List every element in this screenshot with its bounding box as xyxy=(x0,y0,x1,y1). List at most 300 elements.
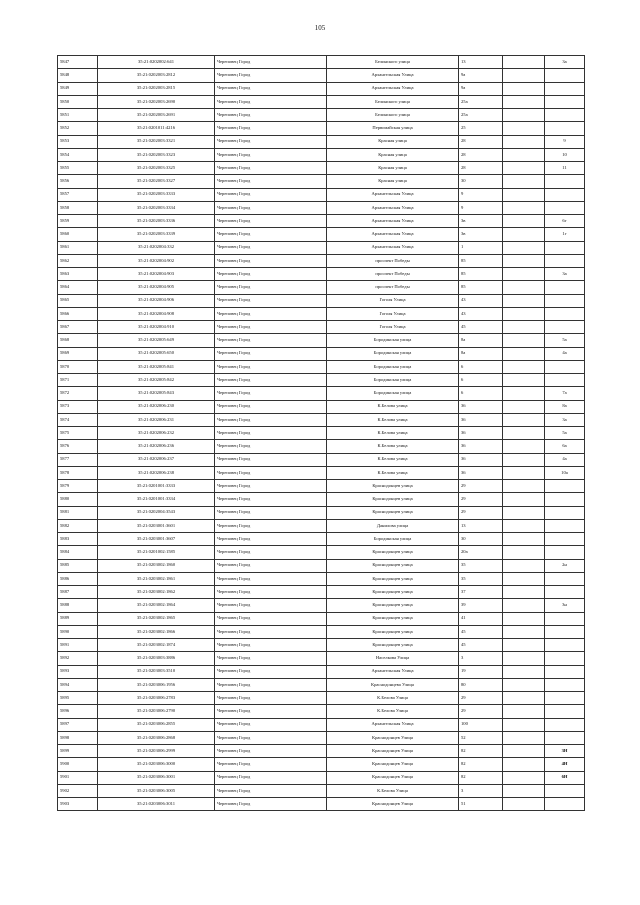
table-row xyxy=(58,745,585,758)
table-row xyxy=(58,586,585,599)
apartment-cell: 6г xyxy=(545,215,585,228)
empty-cell xyxy=(503,440,545,453)
street-cell: Красная улица xyxy=(327,162,459,175)
apartment-cell xyxy=(545,572,585,585)
empty-cell xyxy=(503,453,545,466)
table-row xyxy=(58,440,585,453)
city-cell: Череповец Город xyxy=(215,546,327,559)
row-number-cell: 5855 xyxy=(58,162,98,175)
street-cell: Краснодонцев улица xyxy=(327,480,459,493)
apartment-cell: 3а xyxy=(545,413,585,426)
table-row xyxy=(58,188,585,201)
empty-cell xyxy=(503,639,545,652)
city-cell: Череповец Город xyxy=(215,228,327,241)
apartment-cell: 5а xyxy=(545,334,585,347)
empty-cell xyxy=(503,533,545,546)
cadastral-number-cell: 35:21:0202004:332 xyxy=(98,241,215,254)
street-cell: Краснодонцев улица xyxy=(327,625,459,638)
cadastral-number-cell: 35:21:0203006:2855 xyxy=(98,718,215,731)
cadastral-number-cell: 35:21:0202003:2690 xyxy=(98,95,215,108)
row-number-cell: 5887 xyxy=(58,586,98,599)
cadastral-number-cell: 35:21:0203006:2868 xyxy=(98,731,215,744)
city-cell: Череповец Город xyxy=(215,135,327,148)
city-cell: Череповец Город xyxy=(215,798,327,811)
row-number-cell: 5858 xyxy=(58,201,98,214)
table-row xyxy=(58,268,585,281)
row-number-cell: 5881 xyxy=(58,506,98,519)
row-number-cell: 5859 xyxy=(58,215,98,228)
city-cell: Череповец Город xyxy=(215,413,327,426)
house-number-cell: 3 xyxy=(459,784,503,797)
street-cell: Краснодонцев улица xyxy=(327,599,459,612)
cadastral-number-cell: 35:21:0201001:3333 xyxy=(98,480,215,493)
apartment-cell: 11 xyxy=(545,162,585,175)
empty-cell xyxy=(503,294,545,307)
row-number-cell: 5848 xyxy=(58,69,98,82)
table-row xyxy=(58,506,585,519)
apartment-cell xyxy=(545,254,585,267)
city-cell: Череповец Город xyxy=(215,268,327,281)
city-cell: Череповец Город xyxy=(215,480,327,493)
apartment-cell: 10 xyxy=(545,148,585,161)
apartment-cell xyxy=(545,519,585,532)
row-number-cell: 5875 xyxy=(58,427,98,440)
house-number-cell: 9а xyxy=(459,82,503,95)
table-row xyxy=(58,572,585,585)
row-number-cell: 5898 xyxy=(58,731,98,744)
street-cell: проспект Победы xyxy=(327,254,459,267)
city-cell: Череповец Город xyxy=(215,665,327,678)
empty-cell xyxy=(503,731,545,744)
empty-cell xyxy=(503,135,545,148)
house-number-cell: 45 xyxy=(459,321,503,334)
house-number-cell: 25а xyxy=(459,95,503,108)
apartment-cell xyxy=(545,321,585,334)
row-number-cell: 5865 xyxy=(58,294,98,307)
row-number-cell: 5880 xyxy=(58,493,98,506)
street-cell: Красная улица xyxy=(327,135,459,148)
street-cell: Красная улица xyxy=(327,148,459,161)
row-number-cell: 5851 xyxy=(58,109,98,122)
apartment-cell: 4а xyxy=(545,347,585,360)
row-number-cell: 5853 xyxy=(58,135,98,148)
empty-cell xyxy=(503,122,545,135)
table-row xyxy=(58,678,585,691)
row-number-cell: 5893 xyxy=(58,665,98,678)
table-row xyxy=(58,56,585,69)
city-cell: Череповец Город xyxy=(215,771,327,784)
apartment-cell: 8а xyxy=(545,400,585,413)
house-number-cell: 29 xyxy=(459,480,503,493)
empty-cell xyxy=(503,798,545,811)
apartment-cell: 3а xyxy=(545,268,585,281)
street-cell: Краснодонцев Улица xyxy=(327,731,459,744)
street-cell: Краснодонцев улица xyxy=(327,546,459,559)
city-cell: Череповец Город xyxy=(215,307,327,320)
street-cell: Данилова улица xyxy=(327,519,459,532)
row-number-cell: 5870 xyxy=(58,360,98,373)
apartment-cell: 5а xyxy=(545,427,585,440)
table-row xyxy=(58,360,585,373)
empty-cell xyxy=(503,758,545,771)
cadastral-number-cell: 35:21:0202003:3327 xyxy=(98,175,215,188)
empty-cell xyxy=(503,493,545,506)
street-cell: Краснодонцев улица xyxy=(327,559,459,572)
street-cell: Гоголя Улица xyxy=(327,307,459,320)
row-number-cell: 5863 xyxy=(58,268,98,281)
street-cell: Бородинская улица xyxy=(327,334,459,347)
house-number-cell: 85 xyxy=(459,268,503,281)
house-number-cell: 82 xyxy=(459,771,503,784)
table-row xyxy=(58,69,585,82)
city-cell: Череповец Город xyxy=(215,109,327,122)
row-number-cell: 5864 xyxy=(58,281,98,294)
empty-cell xyxy=(503,387,545,400)
row-number-cell: 5847 xyxy=(58,56,98,69)
table-row xyxy=(58,519,585,532)
street-cell: Белинского улица xyxy=(327,95,459,108)
apartment-cell xyxy=(545,533,585,546)
empty-cell xyxy=(503,612,545,625)
empty-cell xyxy=(503,228,545,241)
cadastral-number-cell: 35:21:0202006:237 xyxy=(98,453,215,466)
empty-cell xyxy=(503,268,545,281)
apartment-cell: 3Н xyxy=(545,745,585,758)
empty-cell xyxy=(503,321,545,334)
city-cell: Череповец Город xyxy=(215,148,327,161)
house-number-cell: 37 xyxy=(459,586,503,599)
apartment-cell: 10а xyxy=(545,466,585,479)
city-cell: Череповец Город xyxy=(215,652,327,665)
apartment-cell: 7а xyxy=(545,387,585,400)
city-cell: Череповец Город xyxy=(215,506,327,519)
table-row xyxy=(58,692,585,705)
house-number-cell: 25а xyxy=(459,109,503,122)
row-number-cell: 5900 xyxy=(58,758,98,771)
house-number-cell: 43 xyxy=(459,307,503,320)
house-number-cell: 6 xyxy=(459,387,503,400)
city-cell: Череповец Город xyxy=(215,758,327,771)
city-cell: Череповец Город xyxy=(215,241,327,254)
table-row xyxy=(58,599,585,612)
street-cell: Краснодонцев Улица xyxy=(327,745,459,758)
empty-cell xyxy=(503,307,545,320)
row-number-cell: 5883 xyxy=(58,533,98,546)
cadastral-number-cell: 35:21:0202003:2691 xyxy=(98,109,215,122)
city-cell: Череповец Город xyxy=(215,188,327,201)
empty-cell xyxy=(503,480,545,493)
house-number-cell: 52 xyxy=(459,731,503,744)
street-cell: Бородинская улица xyxy=(327,533,459,546)
cadastral-number-cell: 35:21:0202004:905 xyxy=(98,281,215,294)
city-cell: Череповец Город xyxy=(215,559,327,572)
cadastral-number-cell: 35:21:0203002:1862 xyxy=(98,586,215,599)
house-number-cell: 6 xyxy=(459,360,503,373)
apartment-cell xyxy=(545,493,585,506)
empty-cell xyxy=(503,466,545,479)
apartment-cell xyxy=(545,188,585,201)
street-cell: К.Белова Улица xyxy=(327,705,459,718)
cadastral-number-cell: 35:21:0202003:3325 xyxy=(98,162,215,175)
apartment-cell: 6а xyxy=(545,440,585,453)
house-number-cell: 85 xyxy=(459,254,503,267)
row-number-cell: 5886 xyxy=(58,572,98,585)
cadastral-number-cell: 35:21:0202006:230 xyxy=(98,400,215,413)
street-cell: Архангельская Улица xyxy=(327,201,459,214)
row-number-cell: 5892 xyxy=(58,652,98,665)
house-number-cell: 43 xyxy=(459,294,503,307)
street-cell: Краснодонцев улица xyxy=(327,506,459,519)
apartment-cell xyxy=(545,784,585,797)
house-number-cell: 85 xyxy=(459,281,503,294)
street-cell: Архангельская Улица xyxy=(327,241,459,254)
row-number-cell: 5871 xyxy=(58,374,98,387)
empty-cell xyxy=(503,175,545,188)
table-row xyxy=(58,493,585,506)
house-number-cell: 36 xyxy=(459,453,503,466)
street-cell: Краснодонцев улица xyxy=(327,612,459,625)
street-cell: проспект Победы xyxy=(327,268,459,281)
cadastral-number-cell: 35:21:0203002:1865 xyxy=(98,612,215,625)
cadastral-number-cell: 35:21:0201011:4216 xyxy=(98,122,215,135)
empty-cell xyxy=(503,586,545,599)
cadastral-number-cell: 35:21:0202006:232 xyxy=(98,427,215,440)
apartment-cell: 2н xyxy=(545,559,585,572)
apartment-cell xyxy=(545,374,585,387)
row-number-cell: 5897 xyxy=(58,718,98,731)
table-row xyxy=(58,665,585,678)
empty-cell xyxy=(503,625,545,638)
apartment-cell xyxy=(545,586,585,599)
city-cell: Череповец Город xyxy=(215,440,327,453)
house-number-cell: 25 xyxy=(459,122,503,135)
city-cell: Череповец Город xyxy=(215,533,327,546)
cadastral-number-cell: 35:21:0203002:1860 xyxy=(98,559,215,572)
house-number-cell: 13 xyxy=(459,56,503,69)
apartment-cell xyxy=(545,241,585,254)
house-number-cell: 100 xyxy=(459,718,503,731)
street-cell: К.Белова Улица xyxy=(327,692,459,705)
city-cell: Череповец Город xyxy=(215,625,327,638)
street-cell: Архангельская Улица xyxy=(327,665,459,678)
property-registry-table xyxy=(57,55,585,811)
row-number-cell: 5856 xyxy=(58,175,98,188)
street-cell: Краснодонцев улица xyxy=(327,572,459,585)
empty-cell xyxy=(503,347,545,360)
house-number-cell: 20а xyxy=(459,546,503,559)
row-number-cell: 5854 xyxy=(58,148,98,161)
street-cell: К.Белова улица xyxy=(327,413,459,426)
empty-cell xyxy=(503,56,545,69)
house-number-cell: 36 xyxy=(459,413,503,426)
row-number-cell: 5903 xyxy=(58,798,98,811)
city-cell: Череповец Город xyxy=(215,784,327,797)
house-number-cell: 28 xyxy=(459,162,503,175)
apartment-cell xyxy=(545,69,585,82)
cadastral-number-cell: 35:21:0202003:3333 xyxy=(98,188,215,201)
apartment-cell: 9 xyxy=(545,135,585,148)
cadastral-number-cell: 35:21:0203001:3607 xyxy=(98,533,215,546)
cadastral-number-cell: 35:21:0202003:2812 xyxy=(98,69,215,82)
row-number-cell: 5849 xyxy=(58,82,98,95)
row-number-cell: 5888 xyxy=(58,599,98,612)
empty-cell xyxy=(503,652,545,665)
empty-cell xyxy=(503,427,545,440)
cadastral-number-cell: 35:21:0202003:3339 xyxy=(98,228,215,241)
city-cell: Череповец Город xyxy=(215,718,327,731)
street-cell: Краснодонцев Улица xyxy=(327,798,459,811)
city-cell: Череповец Город xyxy=(215,692,327,705)
row-number-cell: 5879 xyxy=(58,480,98,493)
street-cell: К.Белова улица xyxy=(327,466,459,479)
cadastral-number-cell: 35:21:0203002:1866 xyxy=(98,625,215,638)
empty-cell xyxy=(503,215,545,228)
row-number-cell: 5857 xyxy=(58,188,98,201)
cadastral-number-cell: 35:21:0203003:3510 xyxy=(98,665,215,678)
street-cell: Гоголя Улица xyxy=(327,294,459,307)
empty-cell xyxy=(503,241,545,254)
table-row xyxy=(58,427,585,440)
house-number-cell: 82 xyxy=(459,745,503,758)
city-cell: Череповец Город xyxy=(215,374,327,387)
row-number-cell: 5901 xyxy=(58,771,98,784)
street-cell: Архангельская Улица xyxy=(327,215,459,228)
empty-cell xyxy=(503,705,545,718)
row-number-cell: 5872 xyxy=(58,387,98,400)
city-cell: Череповец Город xyxy=(215,82,327,95)
city-cell: Череповец Город xyxy=(215,321,327,334)
street-cell: К.Белова Улица xyxy=(327,784,459,797)
empty-cell xyxy=(503,109,545,122)
house-number-cell: 35 xyxy=(459,559,503,572)
house-number-cell: 8а xyxy=(459,347,503,360)
house-number-cell: 35 xyxy=(459,572,503,585)
street-cell: Архангельская Улица xyxy=(327,188,459,201)
apartment-cell xyxy=(545,731,585,744)
table-row xyxy=(58,241,585,254)
house-number-cell: 29 xyxy=(459,493,503,506)
cadastral-number-cell: 35:21:0202006:231 xyxy=(98,413,215,426)
apartment-cell: 1г xyxy=(545,228,585,241)
row-number-cell: 5885 xyxy=(58,559,98,572)
table-row xyxy=(58,480,585,493)
row-number-cell: 5896 xyxy=(58,705,98,718)
cadastral-number-cell: 35:21:0202005:842 xyxy=(98,374,215,387)
cadastral-number-cell: 35:21:0203006:3005 xyxy=(98,784,215,797)
cadastral-number-cell: 35:21:0202005:649 xyxy=(98,334,215,347)
street-cell: Краснодонцев улица xyxy=(327,493,459,506)
apartment-cell xyxy=(545,360,585,373)
street-cell: Краснодонцева Улица xyxy=(327,678,459,691)
cadastral-number-cell: 35:21:0202005:843 xyxy=(98,387,215,400)
empty-cell xyxy=(503,519,545,532)
house-number-cell: 45 xyxy=(459,625,503,638)
table-row xyxy=(58,652,585,665)
row-number-cell: 5895 xyxy=(58,692,98,705)
row-number-cell: 5866 xyxy=(58,307,98,320)
table-row xyxy=(58,148,585,161)
row-number-cell: 5868 xyxy=(58,334,98,347)
street-cell: Белинского улица xyxy=(327,56,459,69)
row-number-cell: 5882 xyxy=(58,519,98,532)
city-cell: Череповец Город xyxy=(215,731,327,744)
registry-body xyxy=(58,56,585,811)
house-number-cell: 30 xyxy=(459,533,503,546)
empty-cell xyxy=(503,784,545,797)
cadastral-number-cell: 35:21:0203002:1874 xyxy=(98,639,215,652)
table-row xyxy=(58,771,585,784)
apartment-cell: 6Н xyxy=(545,771,585,784)
cadastral-number-cell: 35:21:0203006:3001 xyxy=(98,771,215,784)
apartment-cell xyxy=(545,480,585,493)
apartment-cell xyxy=(545,82,585,95)
house-number-cell: 51 xyxy=(459,798,503,811)
table-row xyxy=(58,201,585,214)
cadastral-number-cell: 35:21:0203006:1956 xyxy=(98,678,215,691)
empty-cell xyxy=(503,162,545,175)
house-number-cell: 30 xyxy=(459,175,503,188)
empty-cell xyxy=(503,148,545,161)
apartment-cell xyxy=(545,201,585,214)
cadastral-number-cell: 35:21:0202006:238 xyxy=(98,466,215,479)
city-cell: Череповец Город xyxy=(215,360,327,373)
house-number-cell: 9 xyxy=(459,201,503,214)
cadastral-number-cell: 35:21:0203006:3000 xyxy=(98,758,215,771)
city-cell: Череповец Город xyxy=(215,254,327,267)
table-row xyxy=(58,135,585,148)
street-cell: Бородинская улица xyxy=(327,360,459,373)
empty-cell xyxy=(503,254,545,267)
city-cell: Череповец Город xyxy=(215,678,327,691)
apartment-cell xyxy=(545,678,585,691)
house-number-cell: 28 xyxy=(459,135,503,148)
empty-cell xyxy=(503,506,545,519)
empty-cell xyxy=(503,201,545,214)
table-row xyxy=(58,639,585,652)
street-cell: Краснодонцев улица xyxy=(327,639,459,652)
cadastral-number-cell: 35:21:0202005:841 xyxy=(98,360,215,373)
house-number-cell: 36 xyxy=(459,427,503,440)
table-row xyxy=(58,307,585,320)
city-cell: Череповец Город xyxy=(215,56,327,69)
apartment-cell xyxy=(545,294,585,307)
house-number-cell: 3в xyxy=(459,215,503,228)
house-number-cell: 3 xyxy=(459,652,503,665)
empty-cell xyxy=(503,82,545,95)
city-cell: Череповец Город xyxy=(215,95,327,108)
empty-cell xyxy=(503,188,545,201)
house-number-cell: 19 xyxy=(459,665,503,678)
city-cell: Череповец Город xyxy=(215,294,327,307)
street-cell: Белинского улица xyxy=(327,109,459,122)
city-cell: Череповец Город xyxy=(215,347,327,360)
city-cell: Череповец Город xyxy=(215,400,327,413)
street-cell: проспект Победы xyxy=(327,281,459,294)
cadastral-number-cell: 35:21:0202004:903 xyxy=(98,268,215,281)
street-cell: Краснодонцев Улица xyxy=(327,758,459,771)
apartment-cell xyxy=(545,692,585,705)
house-number-cell: 39 xyxy=(459,599,503,612)
table-row xyxy=(58,374,585,387)
empty-cell xyxy=(503,599,545,612)
table-row xyxy=(58,162,585,175)
apartment-cell xyxy=(545,705,585,718)
street-cell: Бородинская улица xyxy=(327,347,459,360)
row-number-cell: 5873 xyxy=(58,400,98,413)
cadastral-number-cell: 35:21:0202003:3323 xyxy=(98,148,215,161)
cadastral-number-cell: 35:21:0203006:3011 xyxy=(98,798,215,811)
city-cell: Череповец Город xyxy=(215,201,327,214)
